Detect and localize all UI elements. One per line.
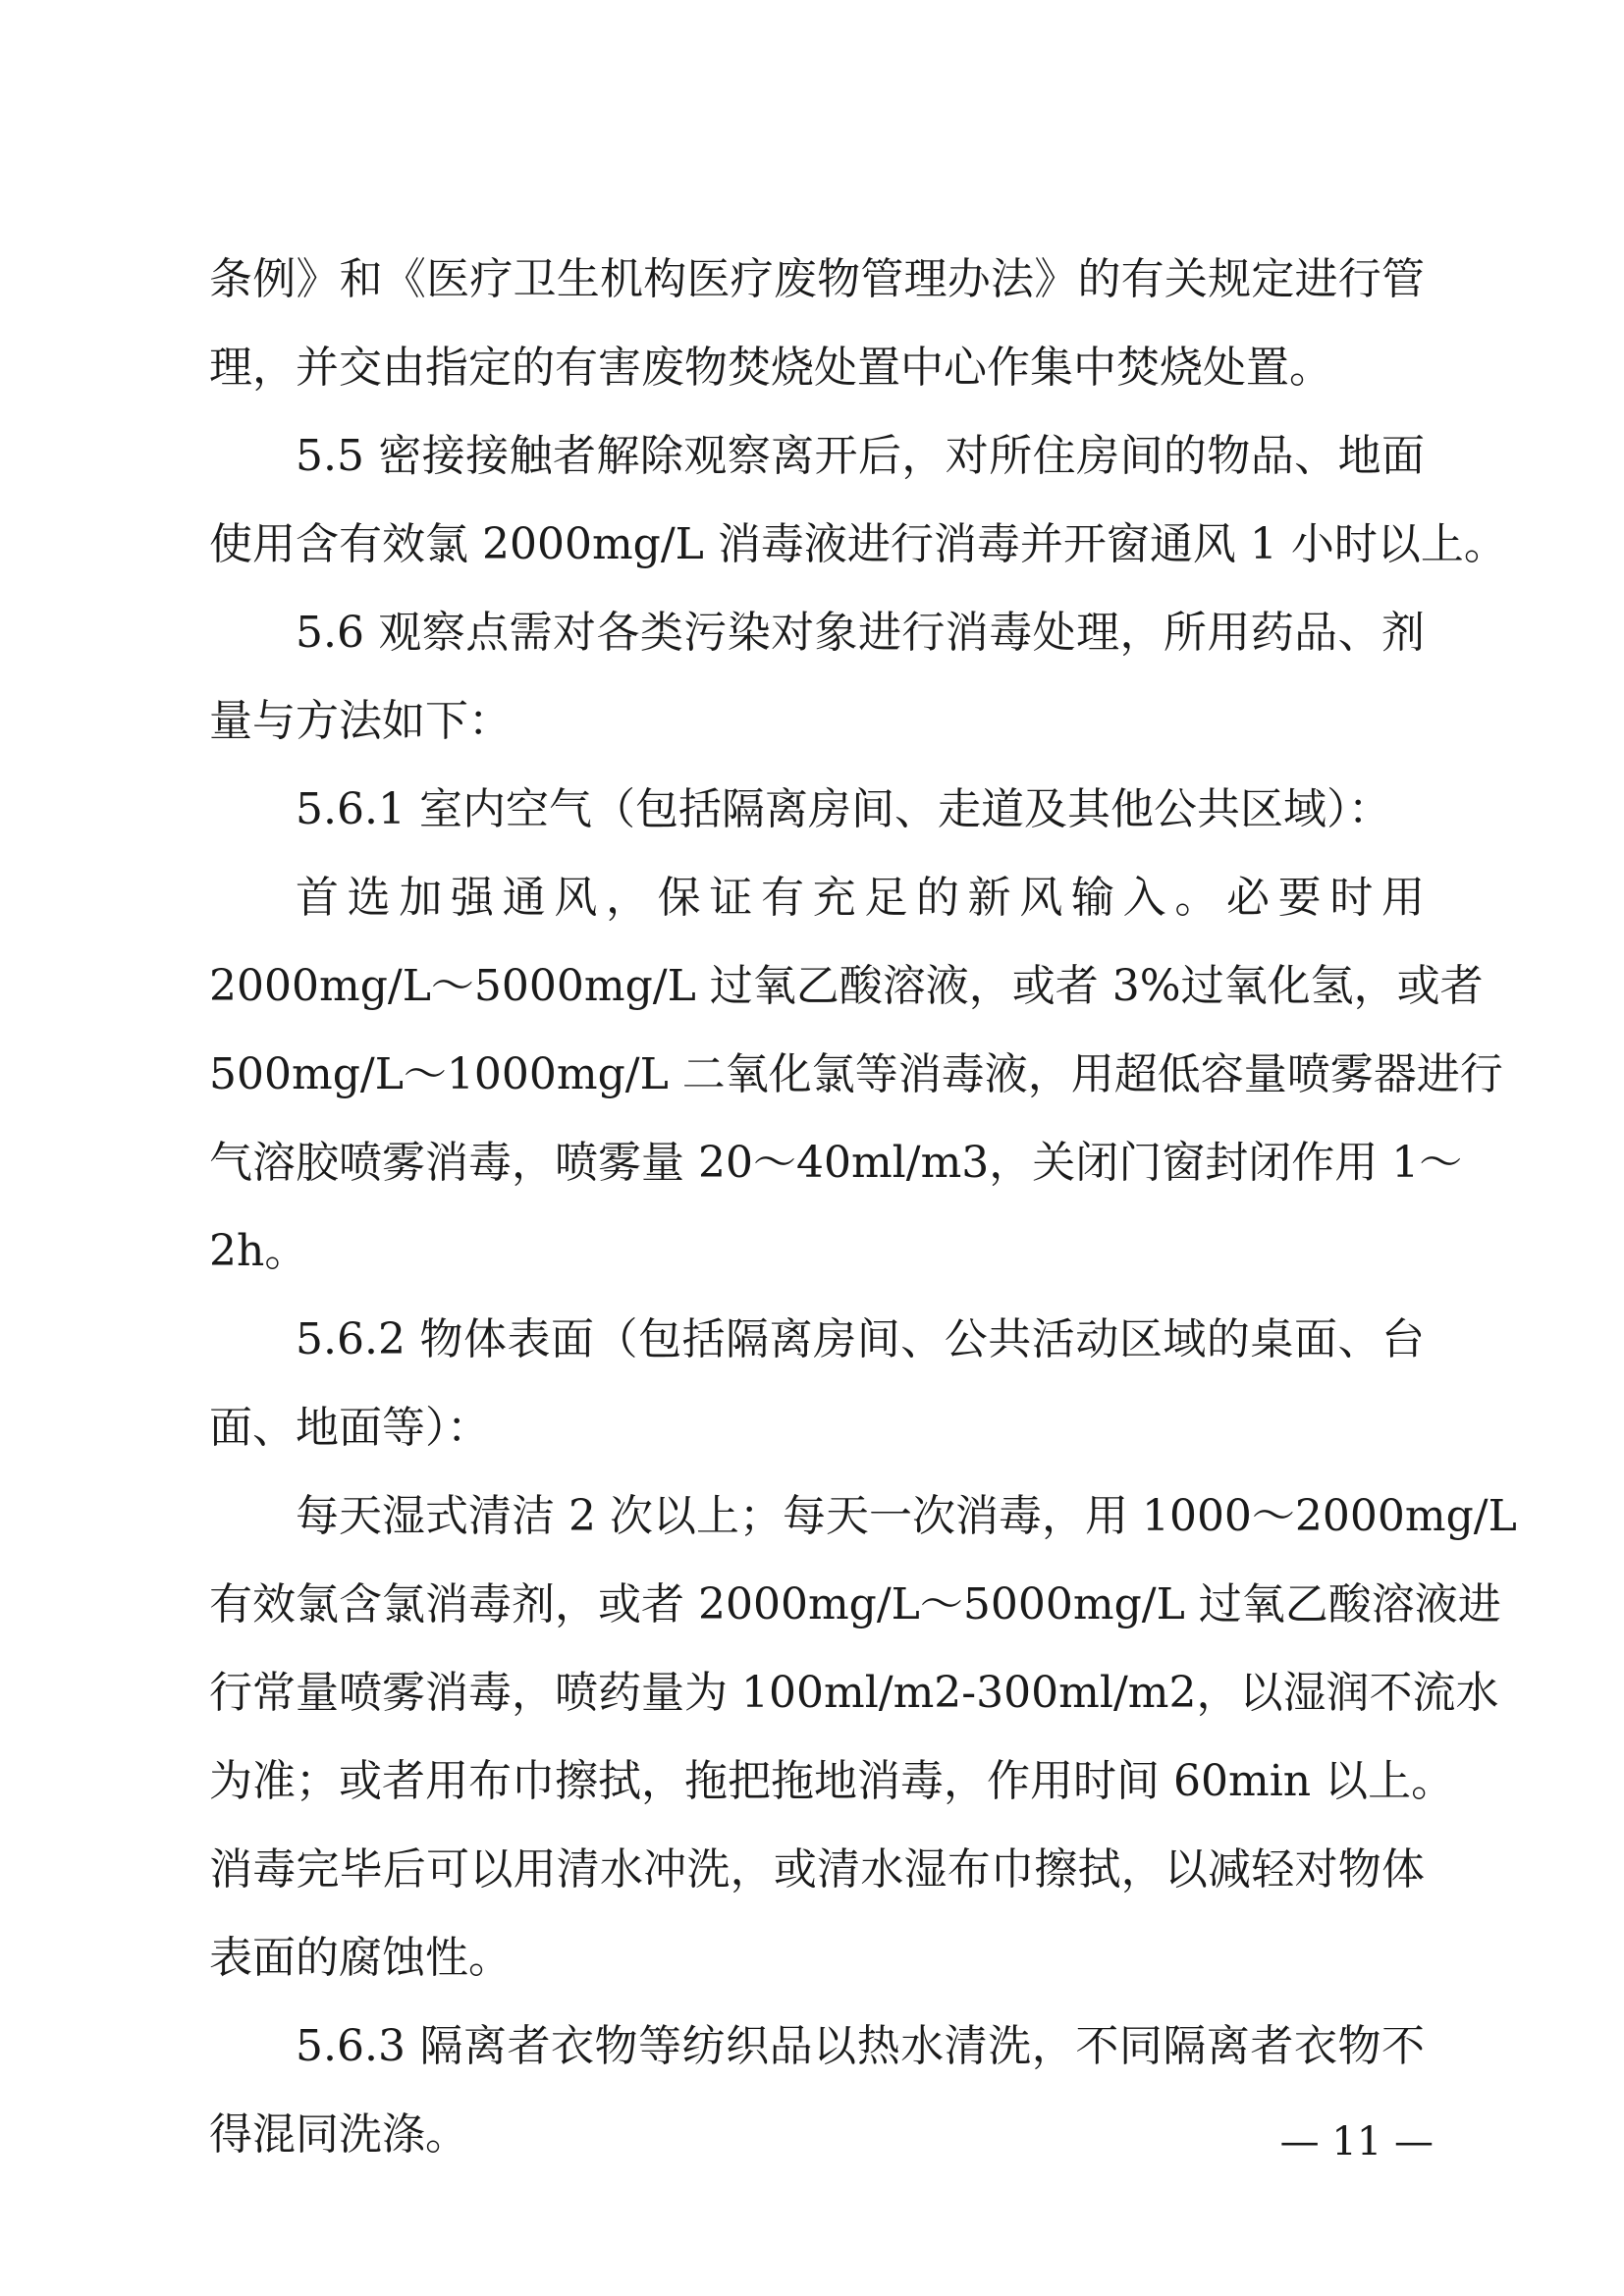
paragraph-air-start: 首选加强通风，保证有充足的新风输入。必要时用 [296,873,1425,923]
text-line: 使用含有效氯 2000mg/L 消毒液进行消毒并开窗通风 1 小时以上。 [209,519,1507,569]
text-line: 气溶胶喷雾消毒，喷雾量 20～40ml/m3，关闭门窗封闭作用 1～ [209,1138,1463,1188]
text-line: 2h。 [209,1226,308,1276]
heading-5-6-2: 5.6.2 物体表面（包括隔离房间、公共活动区域的桌面、台 [296,1314,1425,1364]
text-line: 行常量喷雾消毒，喷药量为 100ml/m2-300ml/m2，以湿润不流水 [209,1668,1499,1718]
page-number: — 11 — [1279,2119,1434,2164]
text-line: 得混同洗涤。 [209,2109,468,2160]
text-line: 2000mg/L～5000mg/L 过氧乙酸溶液，或者 3%过氧化氢，或者 [209,961,1484,1011]
text-line: 消毒完毕后可以用清水冲洗，或清水湿布巾擦拭，以减轻对物体 [209,1844,1425,1895]
text-line: 面、地面等）： [209,1403,490,1453]
paragraph-5-5-start: 5.5 密接接触者解除观察离开后，对所住房间的物品、地面 [296,431,1425,481]
heading-5-6-3: 5.6.3 隔离者衣物等纺织品以热水清洗，不同隔离者衣物不 [296,2021,1425,2071]
text-line: 500mg/L～1000mg/L 二氧化氯等消毒液，用超低容量喷雾器进行 [209,1049,1503,1099]
text-line: 表面的腐蚀性。 [209,1933,512,1983]
heading-5-6-1: 5.6.1 室内空气（包括隔离房间、走道及其他公共区域）： [296,784,1391,834]
text-line: 有效氯含氯消毒剂，或者 2000mg/L～5000mg/L 过氧乙酸溶液进 [209,1579,1501,1629]
text-line: 为准；或者用布巾擦拭，拖把拖地消毒，作用时间 60min 以上。 [209,1756,1455,1806]
text-line: 条例》和《医疗卫生机构医疗废物管理办法》的有关规定进行管 [209,254,1425,304]
paragraph-5-6-start: 5.6 观察点需对各类污染对象进行消毒处理，所用药品、剂 [296,608,1425,658]
text-line: 量与方法如下： [209,696,512,746]
paragraph-surface-start: 每天湿式清洁 2 次以上；每天一次消毒，用 1000～2000mg/L [296,1491,1517,1541]
text-line: 理，并交由指定的有害废物焚烧处置中心作集中焚烧处置。 [209,343,1332,393]
